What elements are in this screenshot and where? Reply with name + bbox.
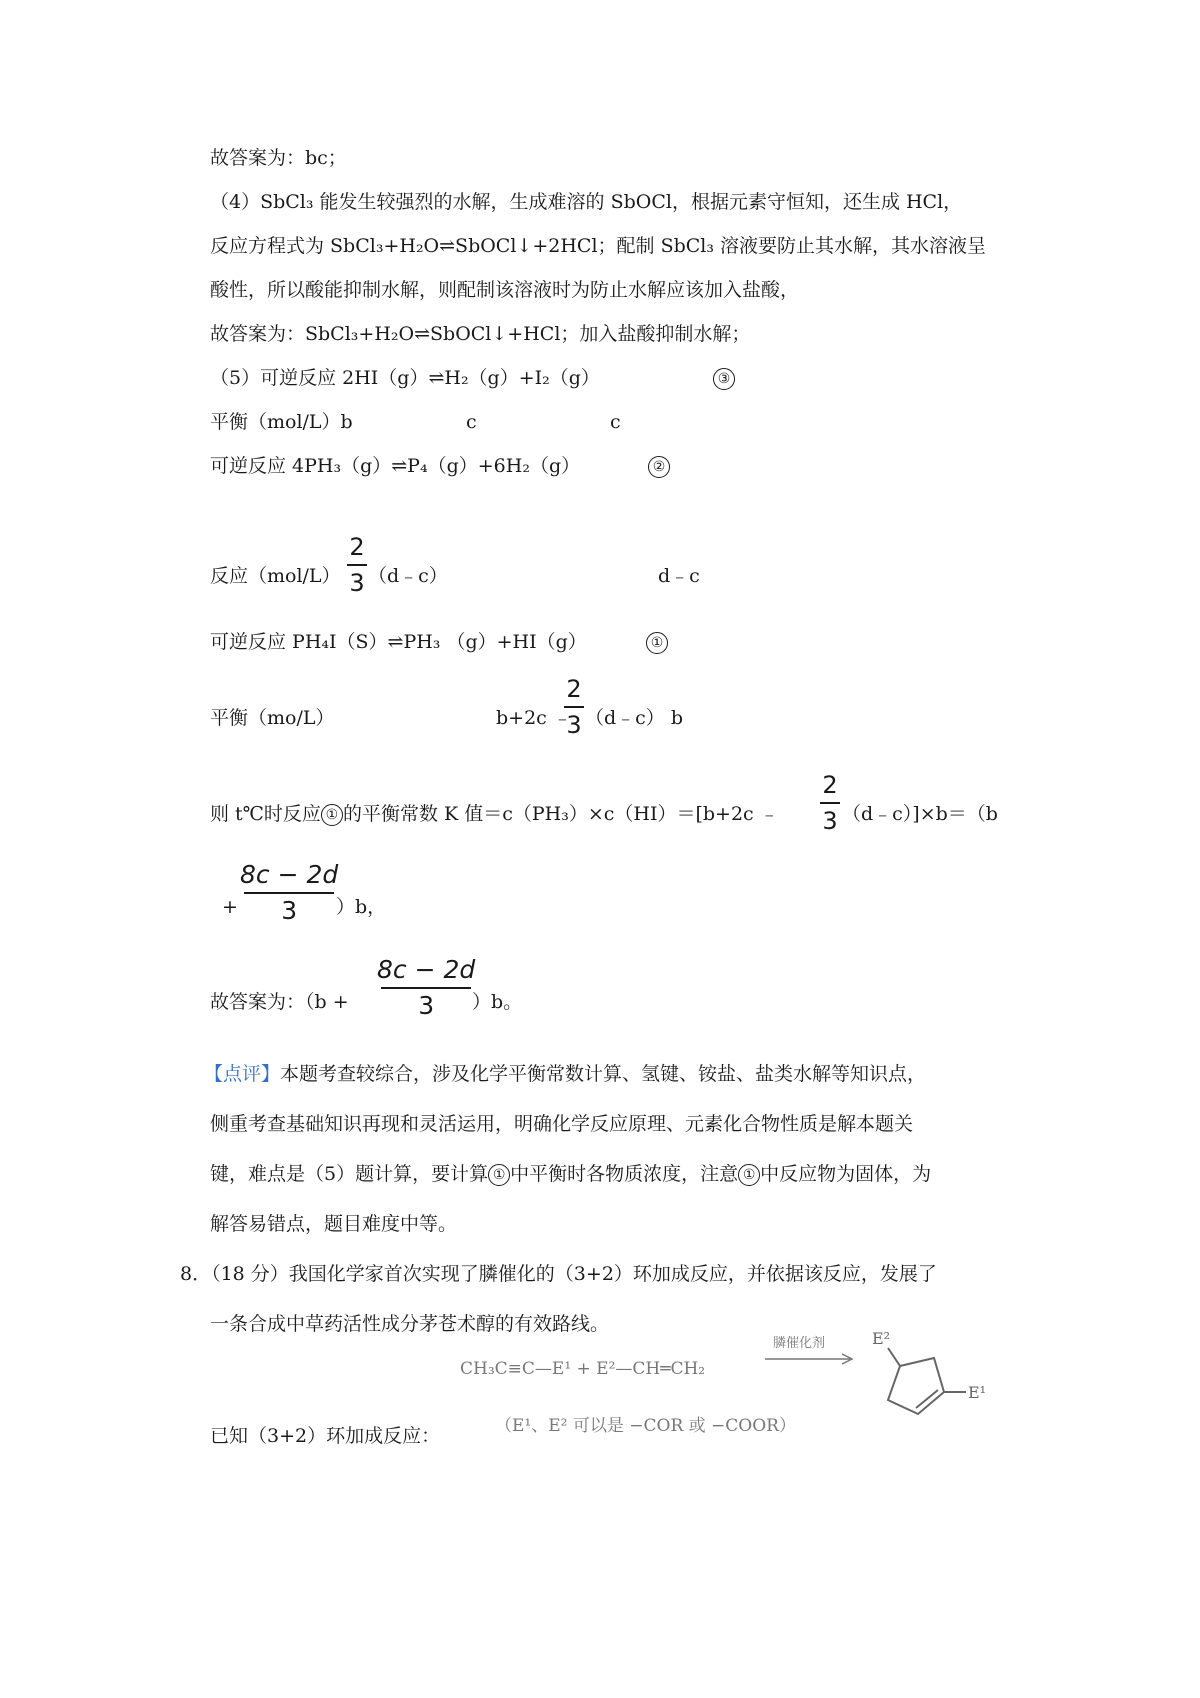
mark-3: ③ <box>713 366 735 390</box>
fraction-expr-2: 8c − 2d 3 <box>377 955 476 1020</box>
comment-line-1: 【点评】本题考查较综合，涉及化学平衡常数计算、氢键、铵盐、盐类水解等知识点， <box>204 1063 927 1085</box>
eq-row-3-c2: c <box>610 411 621 433</box>
answer-bc: 故答案为：bc； <box>210 147 347 169</box>
eq-row-1: 平衡（mo/L） <box>210 707 335 729</box>
react-row-2-b: （d﹣c） <box>368 565 448 587</box>
answer-5-end: ）b。 <box>472 991 523 1013</box>
fraction-expr-1: 8c − 2d 3 <box>240 860 339 925</box>
question-8-line-1: 8．（18 分）我国化学家首次实现了膦催化的（3+2）环加成反应，并依据该反应，发展了 <box>180 1263 937 1285</box>
eq-row-1-b: b+2c ﹣ <box>496 707 572 729</box>
comment-line-2: 侧重考查基础知识再现和灵活运用，明确化学反应原理、元素化合物性质是解本题关 <box>210 1113 914 1135</box>
k-line: 则 t℃时反应 ① 的平衡常数 K 值＝c（PH₃）×c（HI）＝[b+2c ﹣ <box>210 803 779 825</box>
scheme-catalyst: 膦催化剂 <box>773 1336 826 1351</box>
k-line-end: （d﹣c）]×b＝（b <box>842 803 998 825</box>
k-result-plus: + <box>222 896 238 918</box>
answer-5: 故答案为：（b + <box>210 991 349 1013</box>
comment-line-3: 键，难点是（5）题计算，要计算 ① 中平衡时各物质浓度，注意 ① 中反应物为固体，为 <box>210 1163 932 1185</box>
react-row-2-c: d﹣c <box>658 565 700 587</box>
fraction-two-thirds-3: 2 3 <box>820 770 840 836</box>
k-result-end: ）b， <box>336 896 387 918</box>
cyclopentene-ring <box>888 1358 944 1414</box>
line-4b: 反应方程式为 SbCl₃+H₂O⇌SbOCl↓+2HCl；配制 SbCl₃ 溶液要防止其水解，其水溶液呈 <box>210 235 987 257</box>
product-e1-label: E¹ <box>968 1383 987 1402</box>
comment-line-4: 解答易错点，题目难度中等。 <box>210 1213 458 1235</box>
question-8-line-2: 一条合成中草药活性成分茅苍术醇的有效路线。 <box>210 1313 610 1335</box>
eq-row-3: 平衡（mol/L）b <box>210 411 353 433</box>
mark-1: ① <box>646 630 668 654</box>
fraction-two-thirds-1: 2 3 <box>347 532 367 598</box>
reaction-2: 可逆反应 4PH₃（g）⇌P₄（g）+6H₂（g） <box>210 455 581 477</box>
line-4a: （4）SbCl₃ 能发生较强烈的水解，生成难溶的 SbOCl，根据元素守恒知，还生成 HCl， <box>210 191 963 213</box>
eq-row-3-c1: c <box>466 411 477 433</box>
scheme-reactants: CH₃C≡C—E¹ + E²—CH═CH₂ <box>460 1359 706 1379</box>
question-8-line-3: 已知（3+2）环加成反应： <box>210 1425 441 1447</box>
product-ring <box>870 1330 990 1440</box>
mark-2: ② <box>648 454 670 478</box>
react-row-2: 反应（mol/L） <box>210 565 341 587</box>
line-4c: 酸性，所以酸能抑制水解，则配制该溶液时为防止水解应该加入盐酸， <box>210 279 800 301</box>
reaction-scheme <box>455 1325 875 1435</box>
reaction-3: （5）可逆反应 2HI（g）⇌H₂（g）+I₂（g） <box>210 367 600 389</box>
eq-row-1-c: （d﹣c） b <box>585 707 684 729</box>
fraction-two-thirds-2: 2 3 <box>564 674 584 740</box>
answer-4: 故答案为：SbCl₃+H₂O⇌SbOCl↓+HCl；加入盐酸抑制水解； <box>210 323 751 345</box>
reaction-1: 可逆反应 PH₄I（S）⇌PH₃ （g）+HI（g） <box>210 631 587 653</box>
product-e2-label: E² <box>872 1330 891 1348</box>
scheme-note: （E¹、E² 可以是 −COR 或 −COOR） <box>495 1416 796 1435</box>
bond-e2 <box>888 1348 900 1366</box>
